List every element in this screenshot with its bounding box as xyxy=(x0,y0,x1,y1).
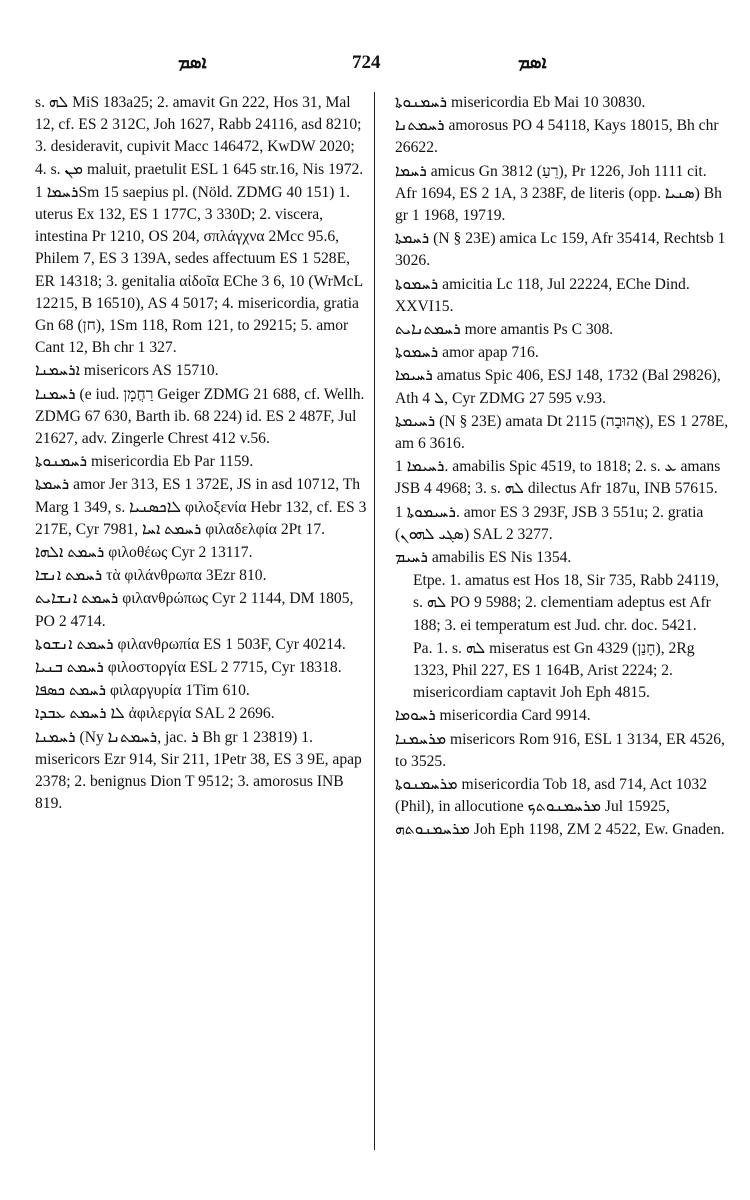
dictionary-entry: ܪܚܝܡܐ 1. amabilis Spic 4519, to 1818; 2. s. ܥ amans JSB 4 4968; 3. s. ܠܗ dilectus Afr 187u, INB 57615. xyxy=(395,458,721,498)
dictionary-entry: ܪܚܡܐ 1Sm 15 saepius pl. (Nöld. ZDMG 40 151) 1. uterus Ex 132, ES 1 177C, 3 330D; 2. viscera, intestina Pr 1210, OS 204, σπλάγχνα 2Mcc 95.6, Philem 7, ES 3 139A, sedes affectuum ES 1 528E, ER 14318; 3. genitalia αἰδοῖα EChe 3 6, 10 (WrMcL 12215, B 16510), AS 4 5017; 4. misericordia, gratia Gn 68 (חן), 1Sm 118, Rom 121, to 29215; 5. amor Cant 12, Bh chr 1 327. xyxy=(35,183,363,357)
page-header xyxy=(0,52,750,82)
dictionary-entry: ܪܚܡܬܐ amor Jer 313, ES 1 372E, JS in asd 10712, Th Marg 1 349, s. ܠܐܟܣܢܝܐ φιλοξενία Hebr 132, cf. ES 3 217E, Cyr 7981, ܪܚܡܬ ܐܚܐ φιλαδελφία 2Pt 17. xyxy=(35,476,367,538)
dictionary-entry: ܡܪܚܡܢܘܬܐ misericordia Tob 18, asd 714, Act 1032 (Phil), in allocutione ܡܪܚܡܢܘܬܟ Jul 15925, ܡܪܚܡܢܘܬܗ Joh Eph 1198, ZM 2 4522, Ew. Gnaden. xyxy=(395,776,725,838)
dictionary-entry: ܪܚܡܬܢܐ amorosus PO 4 54118, Kays 18015, Bh chr 26622. xyxy=(395,117,719,157)
dictionary-entry: ܪܚܡܬܐ (N § 23E) amica Lc 159, Afr 35414, Rechtsb 1 3026. xyxy=(395,230,726,270)
left-column xyxy=(35,92,370,817)
dictionary-entry: ܠܐ ܪܚܡܬ ܥܒܕܐ ἀφιλεργία SAL 2 2696. xyxy=(35,705,275,723)
dictionary-entry: ܪܚܡܬ ܐܢܫܐ τὰ φιλάνθρωπα 3Ezr 810. xyxy=(35,567,267,585)
dictionary-entry: ܪܚܘܡܐ misericordia Card 9914. xyxy=(395,707,591,725)
dictionary-entry: ܪܚܡܢܘܬܐ misericordia Eb Par 1159. xyxy=(35,453,254,471)
dictionary-entry: ܪܚܡܢܘܬܐ misericordia Eb Mai 10 30830. xyxy=(395,94,646,111)
header-left-word: ܐܣܡ xyxy=(178,52,207,73)
dictionary-entry: ܪܚܡܬ ܐܢܫܘܬܐ φιλανθρωπία ES 1 503F, Cyr 40214. xyxy=(35,635,346,653)
right-column xyxy=(395,92,730,842)
dictionary-entry: Pa. 1. s. ܠܗ miseratus est Gn 4329 (חָנַן), 2Rg 1323, Phil 227, ES 1 164B, Arist 2224; 2. misericordiam captavit Joh Eph 4815. xyxy=(413,639,695,702)
dictionary-entry: ܪܚܡܐ amicus Gn 3812 (רֵעַ), Pr 1226, Joh 1111 cit. Afr 1694, ES 2 1A, 3 238F, de literis (opp. ܣܢܝܐ) Bh gr 1 1968, 19719. xyxy=(395,162,722,225)
column-divider xyxy=(374,92,375,1150)
dictionary-entry: ܪܚܡܬ ܐܠܗܐ φιλοθέως Cyr 2 13117. xyxy=(35,544,253,562)
dictionary-entry: ܡܪܚܡܢܐ misericors Rom 916, ESL 1 3134, ER 4526, to 3525. xyxy=(395,730,725,770)
dictionary-entry: ܪܚܝܡܐ amatus Spic 406, ESJ 148, 1732 (Bal 29826), Ath ܠ 4, Cyr ZDMG 27 595 v.93. xyxy=(395,367,721,407)
page-number: 724 xyxy=(352,52,381,73)
dictionary-entry: ܪܚܝܡܘܬܐ 1. amor ES 3 293F, JSB 3 551u; 2. gratia (ܣܓܝ ܠܗܘܢ) SAL 2 3277. xyxy=(395,503,704,543)
dictionary-entry: ܪܚܝܡ amabilis ES Nis 1354. xyxy=(395,549,572,567)
dictionary-entry: ܪܚܡܬ ܒܢܝܐ φιλοστοργία ESL 2 7715, Cyr 18318. xyxy=(35,659,342,677)
dictionary-entry: ܪܚܡܬܢܐܝܬ more amantis Ps C 308. xyxy=(395,321,614,339)
dictionary-entry: Etpe. 1. amatus est Hos 18, Sir 735, Rabb 24119, s. ܠܗ PO 9 5988; 2. clementiam adeptus est Afr 188; 3. ei temperatum est Jud. chr. doc. 5421. xyxy=(413,572,720,634)
dictionary-entry: ܪܚܡܘܬܐ amor apap 716. xyxy=(395,344,539,362)
header-right-word: ܐܣܡ xyxy=(518,52,547,73)
dictionary-entry: ܪܚܡܢܐ (e iud. רַחֲמָן Geiger ZDMG 21 688, cf. Wellh. ZDMG 67 630, Barth ib. 68 224) id. ES 2 487F, Jul 21627, adv. Zingerle Chrest 412 v.56. xyxy=(35,385,365,448)
dictionary-entry: ܐܪܚܡܢܐ misericors AS 15710. xyxy=(35,362,219,380)
dictionary-entry: s. ܠܗ MiS 183a25; 2. amavit Gn 222, Hos 31, Mal 12, cf. ES 2 312C, Joh 1627, Rabb 24116, asd 8210; 3. desideravit, cupivit Macc 146472, KwDW 2020; 4. s. ܡܢ maluit, praetulit ESL 1 645 str.16, Nis 1972. xyxy=(35,94,364,178)
dictionary-entry: ܪܚܡܢܐ (Ny ܪܚܡܬܢܐ, jac. ܪ Bh gr 1 23819) 1. misericors Ezr 914, Sir 211, 1Petr 38, ES 3 9E, apap 2378; 2. benignus Dion T 9512; 3. amorosus INB 819. xyxy=(35,728,362,813)
dictionary-entry: ܪܚܝܡܬܐ (N § 23E) amata Dt 2115 (אֲהוּבָה), ES 1 278E, am 6 3616. xyxy=(395,412,729,453)
dictionary-entry: ܪܚܡܘܬܐ amicitia Lc 118, Jul 22224, EChe Dind. XXVI15. xyxy=(395,275,690,315)
dictionary-entry: ܪܚܡܬ ܐܢܫܐܝܬ φιλανθρώπως Cyr 2 1144, DM 1805, PO 2 4714. xyxy=(35,590,354,630)
dictionary-entry: ܪܚܡܬ ܟܣܦܐ φιλαργυρία 1Tim 610. xyxy=(35,682,250,700)
